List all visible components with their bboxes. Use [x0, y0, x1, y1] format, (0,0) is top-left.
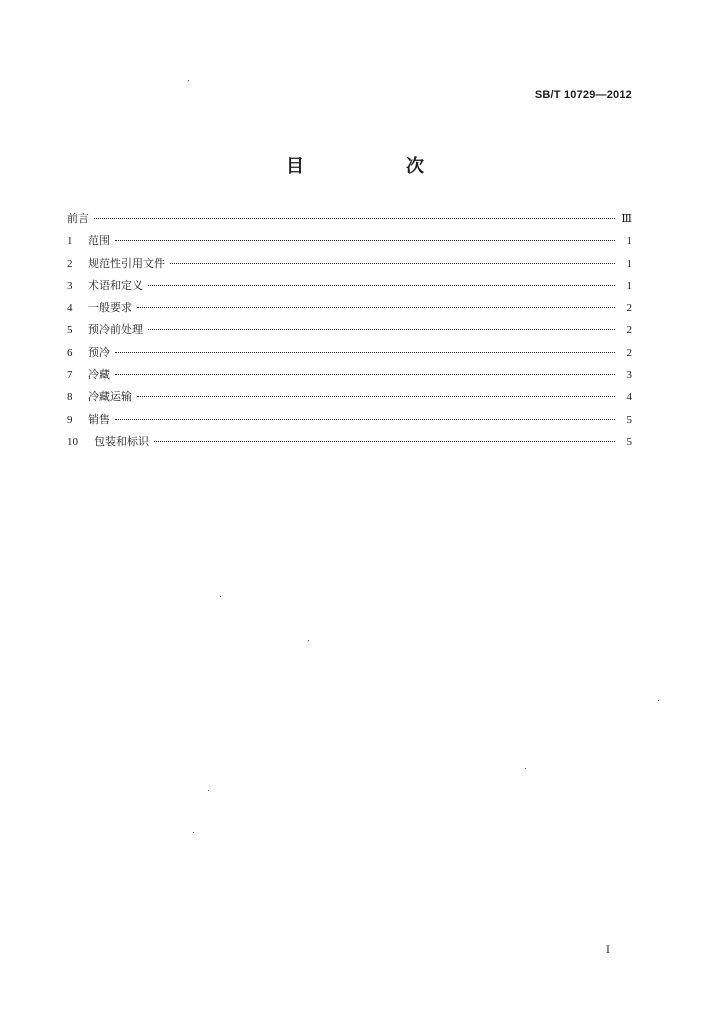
toc-entry-label: 预冷	[88, 345, 110, 359]
toc-entry-normative-references[interactable]	[67, 255, 632, 277]
scan-speck	[193, 832, 194, 833]
toc-entry-label: 一般要求	[88, 301, 132, 315]
toc-entry-number: 9	[67, 413, 73, 426]
toc-entry-page: Ⅲ	[621, 213, 632, 225]
toc-entry-label: 范围	[88, 234, 110, 248]
toc-entry-label: 销售	[88, 412, 110, 426]
toc-entry-label: 术语和定义	[88, 278, 143, 292]
toc-title: 目 次	[286, 156, 466, 177]
scan-speck	[525, 768, 526, 769]
toc-entry-label: 冷藏	[88, 368, 110, 382]
toc-entry-scope[interactable]	[67, 232, 632, 254]
scan-speck	[208, 790, 209, 791]
toc-entry-foreword[interactable]	[67, 210, 632, 232]
scan-speck	[188, 80, 189, 81]
scan-speck	[308, 640, 309, 641]
standard-code: SB/T 10729—2012	[534, 89, 632, 101]
toc-entry-sales[interactable]	[67, 411, 632, 433]
toc-entry-label: 预冷前处理	[88, 323, 143, 337]
dot-leader	[137, 307, 615, 308]
toc-entry-page: 2	[626, 346, 632, 359]
dot-leader	[115, 374, 615, 375]
dot-leader	[115, 419, 615, 420]
dot-leader	[148, 329, 615, 330]
toc-entry-page: 4	[626, 391, 632, 404]
toc-entry-number: 2	[67, 257, 73, 270]
toc-entry-page: 5	[626, 413, 632, 426]
dot-leader	[137, 396, 615, 397]
toc-entry-page: 2	[626, 324, 632, 337]
toc-entry-page: 1	[626, 257, 632, 270]
toc-entry-number: 10	[67, 435, 78, 448]
scan-speck	[658, 700, 659, 701]
toc-entry-label: 规范性引用文件	[88, 256, 165, 270]
toc-entry-cold-storage[interactable]	[67, 366, 632, 388]
toc-entry-packaging-labeling[interactable]	[67, 433, 632, 455]
toc-entry-pre-cooling[interactable]	[67, 344, 632, 366]
dot-leader	[94, 218, 615, 219]
toc-entry-general-requirements[interactable]	[67, 299, 632, 321]
dot-leader	[148, 285, 615, 286]
toc-entry-page: 3	[626, 369, 632, 382]
toc-entry-number: 5	[67, 324, 73, 337]
toc-entry-terms-definitions[interactable]	[67, 277, 632, 299]
toc-entry-number: 7	[67, 369, 73, 382]
toc-entry-refrigerated-transport[interactable]	[67, 388, 632, 410]
toc-entry-page: 5	[626, 435, 632, 448]
dot-leader	[115, 352, 615, 353]
toc-entry-page: 1	[626, 279, 632, 292]
toc-entry-number: 4	[67, 302, 73, 315]
toc-entry-label: 冷藏运输	[88, 390, 132, 404]
toc-entry-number: 3	[67, 279, 73, 292]
dot-leader	[154, 441, 615, 442]
toc-entry-number: 6	[67, 346, 73, 359]
toc-entry-page: 2	[626, 302, 632, 315]
scan-speck	[220, 596, 221, 597]
toc-entry-number: 8	[67, 391, 73, 404]
toc-entry-pre-cooling-treatment[interactable]	[67, 321, 632, 343]
toc-entry-label: 前言	[67, 212, 89, 225]
toc-entry-page: 1	[626, 235, 632, 248]
table-of-contents	[67, 210, 632, 455]
dot-leader	[115, 240, 615, 241]
toc-entry-label: 包装和标识	[94, 434, 149, 448]
dot-leader	[170, 263, 615, 264]
page-folio: Ⅰ	[606, 945, 610, 956]
toc-entry-number: 1	[67, 235, 73, 248]
